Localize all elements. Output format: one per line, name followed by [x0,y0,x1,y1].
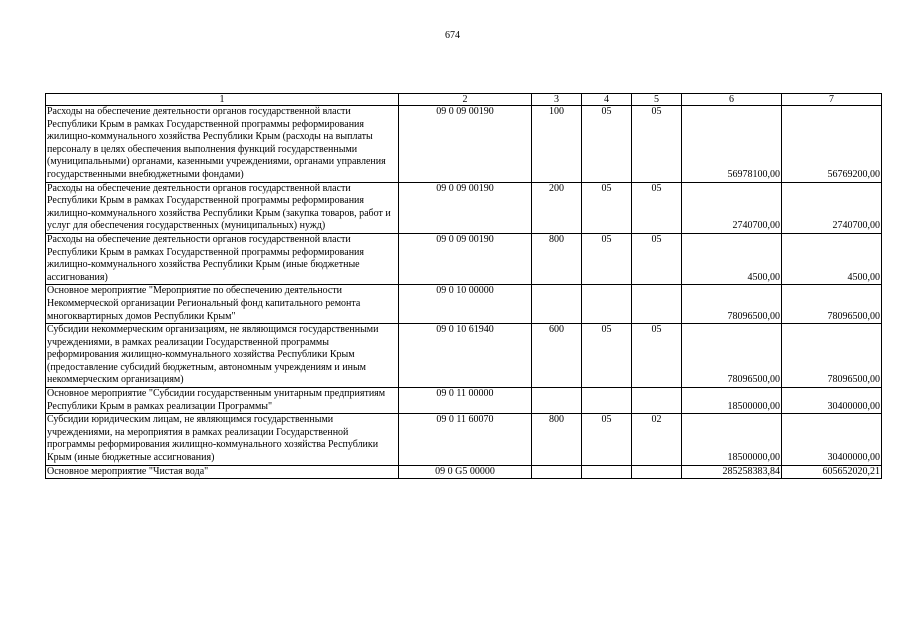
table-row [46,414,882,465]
header-col-5: 5 [632,94,682,106]
row-amount-col6: 285258383,84 [682,465,782,479]
row-subsection [632,285,682,324]
row-amount-col6: 4500,00 [682,233,782,284]
table-row [46,285,882,324]
row-subsection: 02 [632,414,682,465]
row-amount-col7: 605652020,21 [782,465,882,479]
row-expense-type: 600 [532,324,582,388]
row-expense-type [532,465,582,479]
row-amount-col6: 2740700,00 [682,182,782,233]
row-target-code: 09 0 11 00000 [399,388,532,414]
header-col-6: 6 [682,94,782,106]
row-section [582,388,632,414]
row-amount-col7: 56769200,00 [782,106,882,183]
header-col-1: 1 [46,94,399,106]
row-amount-col7: 2740700,00 [782,182,882,233]
row-expense-type: 200 [532,182,582,233]
row-subsection: 05 [632,182,682,233]
row-description: Основное мероприятие "Чистая вода" [46,465,399,479]
table-header-row [46,94,882,106]
table-row [46,388,882,414]
row-target-code: 09 0 G5 00000 [399,465,532,479]
table-row [46,465,882,479]
row-subsection: 05 [632,324,682,388]
row-section: 05 [582,414,632,465]
row-amount-col6: 56978100,00 [682,106,782,183]
row-description: Основное мероприятие "Субсидии государственным унитарным предприятиям Республики Крым в рамках реализации Программы" [46,388,399,414]
row-amount-col6: 18500000,00 [682,414,782,465]
row-amount-col6: 78096500,00 [682,285,782,324]
row-target-code: 09 0 09 00190 [399,182,532,233]
header-col-4: 4 [582,94,632,106]
row-amount-col7: 78096500,00 [782,324,882,388]
row-subsection [632,465,682,479]
row-amount-col7: 30400000,00 [782,388,882,414]
row-target-code: 09 0 10 61940 [399,324,532,388]
page-number: 674 [445,30,460,41]
table-row [46,233,882,284]
row-subsection [632,388,682,414]
row-amount-col7: 78096500,00 [782,285,882,324]
row-target-code: 09 0 10 00000 [399,285,532,324]
row-target-code: 09 0 09 00190 [399,106,532,183]
row-expense-type: 100 [532,106,582,183]
table-row [46,182,882,233]
row-amount-col7: 30400000,00 [782,414,882,465]
row-section: 05 [582,233,632,284]
row-expense-type: 800 [532,414,582,465]
header-col-7: 7 [782,94,882,106]
row-description: Субсидии некоммерческим организациям, не являющимся государственными учреждениями, в рамках реализации Государственной программы реформирования жилищно-коммунального хозяйства Республики Крым (предоставление субсидий бюджетным, автономным учреждениям и иным некоммерческим организациям) [46,324,399,388]
header-col-2: 2 [399,94,532,106]
budget-table [45,93,882,479]
row-section: 05 [582,182,632,233]
row-description: Субсидии юридическим лицам, не являющимся государственными учреждениями, на мероприятия в рамках реализации Государственной программы реформирования жилищно-коммунального хозяйства Республики Крым (иные бюджетные ассигнования) [46,414,399,465]
table-row [46,324,882,388]
row-section: 05 [582,324,632,388]
table-row [46,106,882,183]
row-expense-type [532,388,582,414]
row-subsection: 05 [632,106,682,183]
row-section [582,285,632,324]
row-section: 05 [582,106,632,183]
row-expense-type: 800 [532,233,582,284]
row-target-code: 09 0 11 60070 [399,414,532,465]
row-description: Основное мероприятие "Мероприятие по обеспечению деятельности Некоммерческой организации Региональный фонд капитального ремонта многоквартирных домов Республики Крым" [46,285,399,324]
row-subsection: 05 [632,233,682,284]
row-section [582,465,632,479]
row-expense-type [532,285,582,324]
row-description: Расходы на обеспечение деятельности органов государственной власти Республики Крым в рамках Государственной программы реформирования жилищно-коммунального хозяйства Республики Крым (иные бюджетные ассигнования) [46,233,399,284]
row-amount-col6: 18500000,00 [682,388,782,414]
row-amount-col7: 4500,00 [782,233,882,284]
row-target-code: 09 0 09 00190 [399,233,532,284]
row-amount-col6: 78096500,00 [682,324,782,388]
row-description: Расходы на обеспечение деятельности органов государственной власти Республики Крым в рамках Государственной программы реформирования жилищно-коммунального хозяйства Республики Крым (расходы на выплаты персоналу в целях обеспечения выполнения функций государственными (муниципальными) органами, казенными учреждениями, органами управления государственными внебюджетными фондами) [46,106,399,183]
header-col-3: 3 [532,94,582,106]
row-description: Расходы на обеспечение деятельности органов государственной власти Республики Крым в рамках Государственной программы реформирования жилищно-коммунального хозяйства Республики Крым (закупка товаров, работ и услуг для обеспечения государственных (муниципальных) нужд) [46,182,399,233]
